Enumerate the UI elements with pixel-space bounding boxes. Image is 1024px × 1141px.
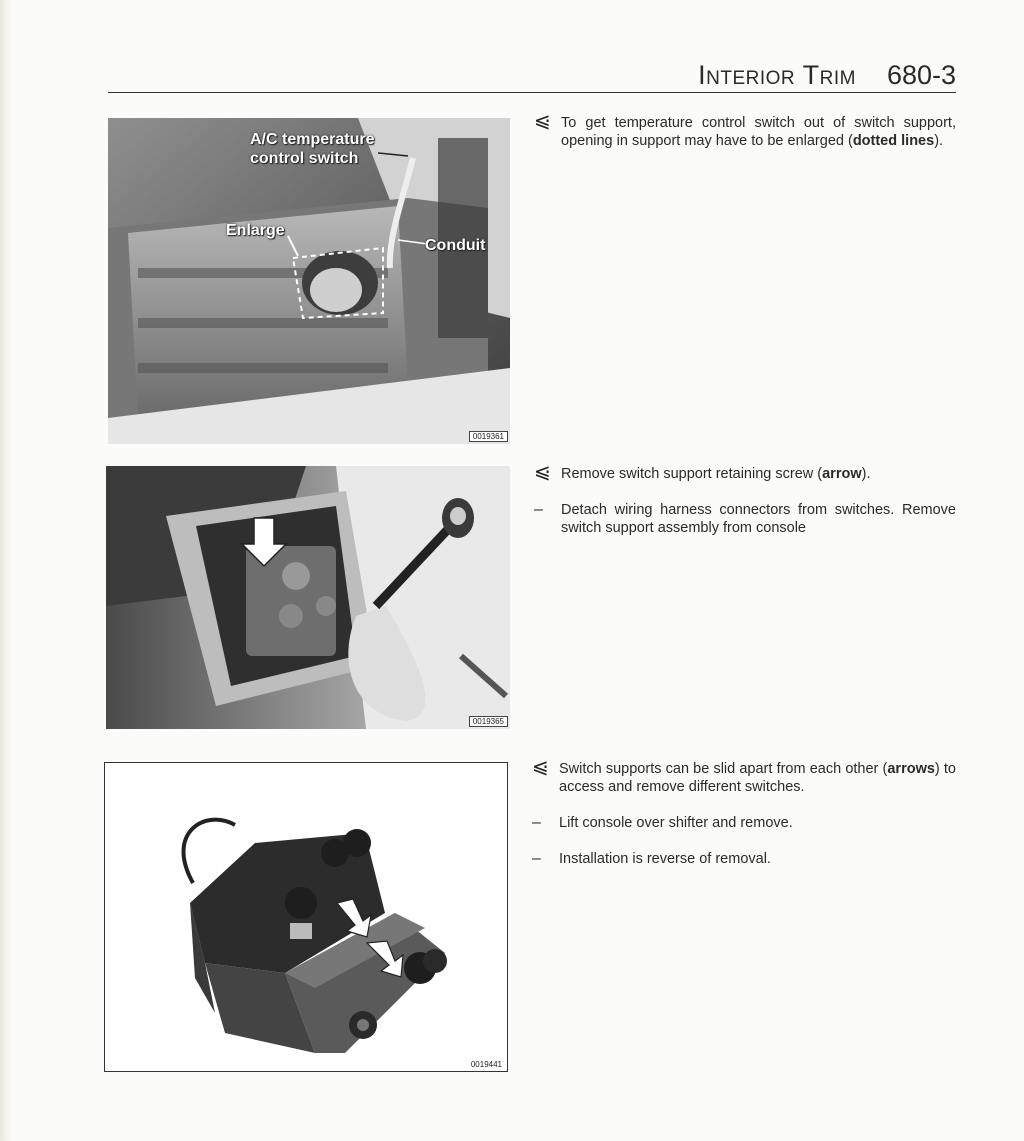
instruction-paragraph <box>534 461 956 483</box>
callout-enlarge: Enlarge <box>226 222 285 239</box>
switch-support-screw-photo <box>106 466 510 729</box>
paragraph-text: ) to access and remove different switches. <box>559 761 956 795</box>
instruction-paragraph <box>534 110 956 150</box>
callout-conduit: Conduit <box>425 237 486 254</box>
paragraph-text: Switch supports can be slid apart from each other ( <box>559 761 888 777</box>
page-number: 680-3 <box>886 60 956 90</box>
pointer-arrow-icon: ⩿ <box>534 461 551 483</box>
switch-support-assembly-photo <box>105 763 507 1071</box>
callout-line: A/C temperature <box>250 131 375 148</box>
figure-number: 0019361 <box>469 431 508 442</box>
figure-1-photo <box>108 118 510 444</box>
figure-number: 0019441 <box>470 1060 502 1069</box>
bullet-dash: – <box>532 850 541 867</box>
section-title: Interior Trim <box>698 60 856 90</box>
instruction-paragraph <box>534 501 956 537</box>
bullet-dash: – <box>534 501 543 518</box>
paragraph-text: To get temperature control switch out of switch support, opening in support may have to be enlarged ( <box>561 115 956 149</box>
figure-2-photo <box>106 466 510 729</box>
instruction-block-2 <box>534 461 956 555</box>
instruction-block-3 <box>532 756 956 886</box>
paragraph-text: Detach wiring harness connectors from switches. Remove switch support assembly from console <box>561 502 956 536</box>
bullet-dash: – <box>532 814 541 831</box>
pointer-arrow-icon: ⩿ <box>532 756 549 778</box>
paragraph-text: Lift console over shifter and remove. <box>559 815 793 831</box>
figure-3-photo <box>104 762 508 1072</box>
instruction-paragraph <box>532 814 956 832</box>
instruction-paragraph <box>532 756 956 796</box>
page-header <box>108 58 956 93</box>
emphasis-text: dotted lines <box>852 133 935 149</box>
paragraph-text: ). <box>934 133 944 149</box>
callout-ac-temperature-switch <box>250 130 374 168</box>
instruction-paragraph <box>532 850 956 868</box>
pointer-arrow-icon: ⩿ <box>534 110 551 132</box>
figure-number: 0019365 <box>469 716 508 727</box>
emphasis-text: arrow <box>822 466 862 482</box>
paragraph-text: Installation is reverse of removal. <box>559 851 771 867</box>
instruction-block-1 <box>534 110 956 168</box>
paragraph-text: Remove switch support retaining screw ( <box>561 466 823 482</box>
emphasis-text: arrows <box>887 761 935 777</box>
paragraph-text: ). <box>861 466 871 482</box>
page-edge <box>0 0 12 1141</box>
callout-line: control switch <box>250 150 359 167</box>
